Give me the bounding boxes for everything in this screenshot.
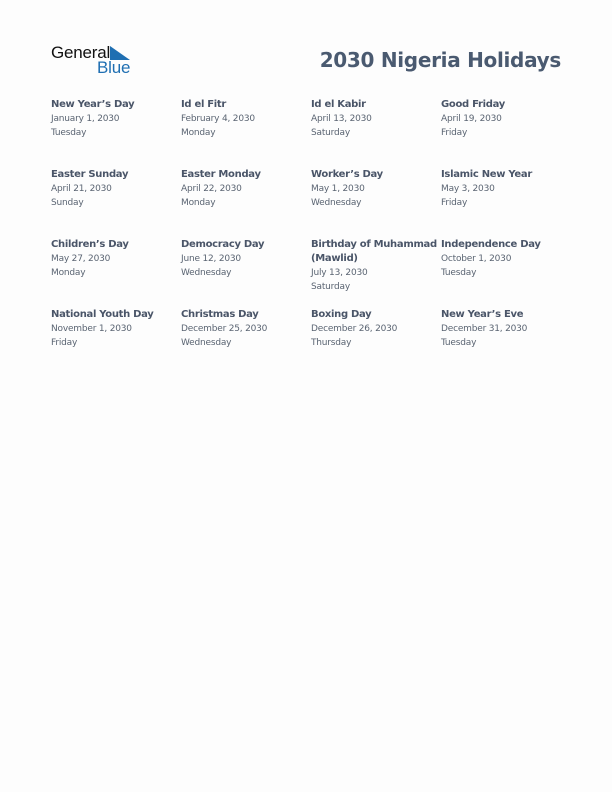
holiday-weekday: Saturday: [311, 128, 350, 138]
generalblue-logo: [51, 44, 141, 78]
holiday-weekday: Wednesday: [181, 268, 232, 278]
holiday-weekday: Tuesday: [441, 268, 477, 278]
holiday-item: [441, 308, 567, 350]
holiday-date: April 13, 2030: [311, 114, 372, 124]
holiday-item: [311, 238, 437, 294]
holiday-item: [181, 98, 307, 140]
holiday-item: [181, 308, 307, 350]
holiday-weekday: Tuesday: [51, 128, 87, 138]
holiday-name: Good Friday: [441, 99, 505, 110]
holiday-date: July 13, 2030: [311, 268, 368, 278]
holiday-weekday: Friday: [51, 338, 78, 348]
holiday-weekday: Monday: [51, 268, 86, 278]
page-title: 2030 Nigeria Holidays: [319, 48, 561, 72]
holiday-date: April 21, 2030: [51, 184, 112, 194]
logo-text-blue: Blue: [97, 58, 131, 77]
holiday-row: [51, 308, 571, 378]
holiday-weekday: Wednesday: [311, 198, 362, 208]
holiday-date: December 26, 2030: [311, 324, 398, 334]
holiday-name: Christmas Day: [181, 309, 259, 320]
holiday-date: February 4, 2030: [181, 114, 255, 124]
holiday-name: Id el Kabir: [311, 99, 366, 110]
holiday-date: January 1, 2030: [51, 114, 120, 124]
holiday-weekday: Friday: [441, 198, 468, 208]
holiday-row: [51, 238, 571, 308]
holiday-weekday: Saturday: [311, 282, 350, 292]
holiday-date: December 31, 2030: [441, 324, 528, 334]
holiday-date: April 22, 2030: [181, 184, 242, 194]
holiday-weekday: Tuesday: [441, 338, 477, 348]
holiday-date: May 27, 2030: [51, 254, 111, 264]
holiday-name: National Youth Day: [51, 309, 154, 320]
holiday-date: May 1, 2030: [311, 184, 365, 194]
holiday-date: October 1, 2030: [441, 254, 512, 264]
holiday-name: Easter Monday: [181, 169, 261, 180]
holiday-item: [441, 238, 567, 280]
holiday-weekday: Friday: [441, 128, 468, 138]
holiday-name: Birthday of Muhammad (Mawlid): [311, 239, 437, 264]
holiday-name: Independence Day: [441, 239, 541, 250]
holiday-name: Easter Sunday: [51, 169, 129, 180]
holiday-row: [51, 168, 571, 238]
holiday-weekday: Monday: [181, 198, 216, 208]
holiday-row: [51, 98, 571, 168]
holiday-item: [441, 168, 567, 210]
holiday-name: Boxing Day: [311, 309, 372, 320]
holiday-name: Children’s Day: [51, 239, 129, 250]
holiday-name: Worker’s Day: [311, 169, 383, 180]
holiday-name: New Year’s Day: [51, 99, 135, 110]
holiday-name: Islamic New Year: [441, 169, 532, 180]
holiday-grid: [51, 98, 571, 378]
holiday-item: [51, 308, 177, 350]
logo-text-general: General: [51, 43, 111, 62]
holiday-weekday: Thursday: [311, 338, 352, 348]
holiday-name: New Year’s Eve: [441, 309, 524, 320]
holiday-item: [51, 168, 177, 210]
holiday-name: Id el Fitr: [181, 99, 227, 110]
holiday-date: April 19, 2030: [441, 114, 502, 124]
holiday-item: [51, 98, 177, 140]
holiday-item: [181, 238, 307, 280]
holiday-weekday: Monday: [181, 128, 216, 138]
holiday-item: [51, 238, 177, 280]
holiday-item: [311, 308, 437, 350]
holiday-date: June 12, 2030: [181, 254, 241, 264]
holiday-item: [311, 98, 437, 140]
holiday-weekday: Wednesday: [181, 338, 232, 348]
holiday-weekday: Sunday: [51, 198, 84, 208]
holiday-item: [441, 98, 567, 140]
holiday-date: November 1, 2030: [51, 324, 132, 334]
holiday-date: May 3, 2030: [441, 184, 495, 194]
holiday-date: December 25, 2030: [181, 324, 268, 334]
holiday-item: [181, 168, 307, 210]
holiday-name: Democracy Day: [181, 239, 265, 250]
holiday-item: [311, 168, 437, 210]
